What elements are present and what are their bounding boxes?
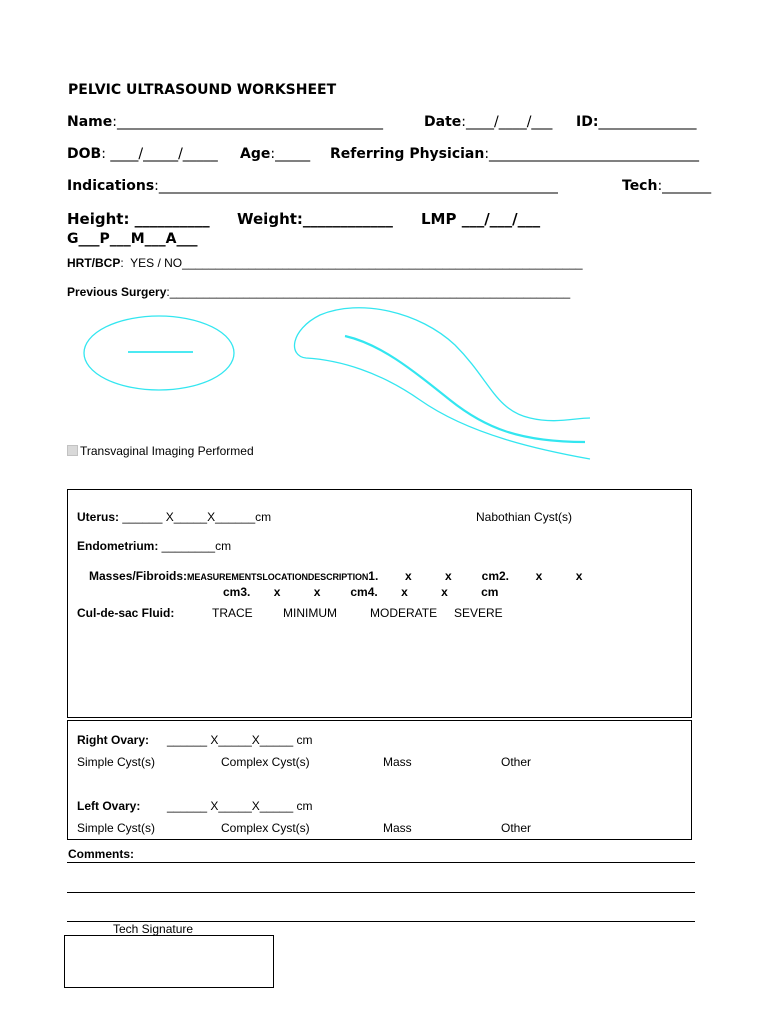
cul-de-sac-trace[interactable]: TRACE [212, 606, 253, 620]
transvaginal-checkbox-row[interactable] [67, 444, 254, 458]
date-field[interactable] [424, 114, 552, 130]
dob-blank: : ____/_____/_____ [101, 146, 218, 162]
name-blank: :______________________________________ [112, 114, 383, 130]
measurements-header: MEASUREMENTS [187, 572, 263, 582]
previous-surgery-field[interactable] [67, 285, 570, 299]
transvaginal-label: Transvaginal Imaging Performed [80, 444, 254, 458]
dob-field[interactable] [67, 146, 218, 162]
cul-de-sac-moderate[interactable]: MODERATE [370, 606, 438, 620]
previous-surgery-label: Previous Surgery [67, 285, 167, 299]
tech-label: Tech [622, 178, 658, 194]
right-other-option[interactable]: Other [501, 755, 532, 769]
comments-label: Comments: [68, 847, 135, 861]
right-mass-option[interactable]: Mass [383, 755, 412, 769]
tech-signature-box[interactable] [64, 935, 274, 988]
left-complex-cyst-option[interactable]: Complex Cyst(s) [221, 821, 310, 835]
hrt-bcp-field[interactable] [67, 256, 583, 270]
cul-de-sac-severe[interactable]: SEVERE [454, 606, 503, 620]
comments-line-2[interactable] [67, 892, 695, 893]
age-label: Age [240, 146, 271, 162]
date-label: Date [424, 114, 462, 130]
cul-de-sac-label: Cul-de-sac Fluid: [77, 606, 175, 620]
right-ovary-label: Right Ovary: [77, 733, 150, 747]
left-ovary-measurement[interactable]: ______ X_____X_____ cm [167, 799, 313, 813]
left-other-option[interactable]: Other [501, 821, 532, 835]
indications-field[interactable] [67, 178, 558, 194]
endometrium-stripe [345, 336, 585, 442]
comments-line-1[interactable] [67, 862, 695, 863]
ovary-ellipse [84, 316, 234, 390]
hrt-bcp-label: HRT/BCP [67, 256, 121, 270]
endometrium-blank: ________cm [158, 539, 232, 553]
referring-physician-blank: :______________________________ [484, 146, 700, 162]
left-ovary-label: Left Ovary: [77, 799, 141, 813]
previous-surgery-blank: :____________________________________________________________ [166, 285, 571, 299]
transvaginal-checkbox[interactable] [67, 445, 78, 456]
endometrium-field[interactable] [77, 539, 231, 553]
right-complex-cyst-option[interactable]: Complex Cyst(s) [221, 755, 310, 769]
dob-label: DOB [67, 146, 102, 162]
weight-field[interactable]: Weight:____________ [237, 210, 393, 228]
ovary-section [67, 720, 692, 840]
masses-fibroids-row[interactable] [89, 569, 582, 583]
left-simple-cyst-option[interactable]: Simple Cyst(s) [77, 821, 156, 835]
uterus-blank: ______ X_____X______cm [119, 510, 272, 524]
right-simple-cyst-option[interactable]: Simple Cyst(s) [77, 755, 156, 769]
uterus-outline [294, 308, 590, 459]
nabothian-cyst-option[interactable]: Nabothian Cyst(s) [476, 510, 573, 524]
tech-blank: :_______ [657, 178, 712, 194]
uterus-field[interactable] [77, 510, 271, 524]
anatomy-sketch [0, 300, 768, 500]
cul-de-sac-minimum[interactable]: MINIMUM [283, 606, 337, 620]
id-field[interactable] [576, 114, 696, 130]
uterus-label: Uterus: [77, 510, 120, 524]
name-label: Name [67, 114, 113, 130]
referring-physician-field[interactable] [330, 146, 699, 162]
location-header: LOCATION [262, 572, 308, 582]
id-blank: ______________ [598, 114, 697, 130]
tech-signature-label: Tech Signature [113, 922, 194, 936]
page-title: PELVIC ULTRASOUND WORKSHEET [68, 82, 337, 98]
height-field[interactable]: Height: __________ [67, 210, 210, 228]
lmp-field[interactable]: LMP ___/___/___ [421, 210, 541, 228]
age-blank: :_____ [270, 146, 311, 162]
gpma-field[interactable]: G___P___M___A___ [67, 231, 198, 247]
masses-fibroids-label: Masses/Fibroids: [89, 569, 188, 583]
masses-row-1: 1. x x cm2. x x [368, 569, 583, 583]
id-label: ID: [576, 114, 599, 130]
age-field[interactable] [240, 146, 310, 162]
date-blank: :____/____/___ [461, 114, 553, 130]
indications-blank: :_________________________________________________________ [154, 178, 558, 194]
endometrium-label: Endometrium: [77, 539, 159, 553]
hrt-bcp-options: : YES / NO____________________________________________________________ [120, 256, 583, 270]
indications-label: Indications [67, 178, 155, 194]
tech-field[interactable] [622, 178, 711, 194]
name-field[interactable] [67, 114, 383, 130]
left-mass-option[interactable]: Mass [383, 821, 412, 835]
masses-row-2: cm3. x x cm4. x x cm [223, 585, 499, 599]
referring-physician-label: Referring Physician [330, 146, 485, 162]
description-header: DESCRIPTION [307, 572, 369, 582]
right-ovary-measurement[interactable]: ______ X_____X_____ cm [167, 733, 313, 747]
